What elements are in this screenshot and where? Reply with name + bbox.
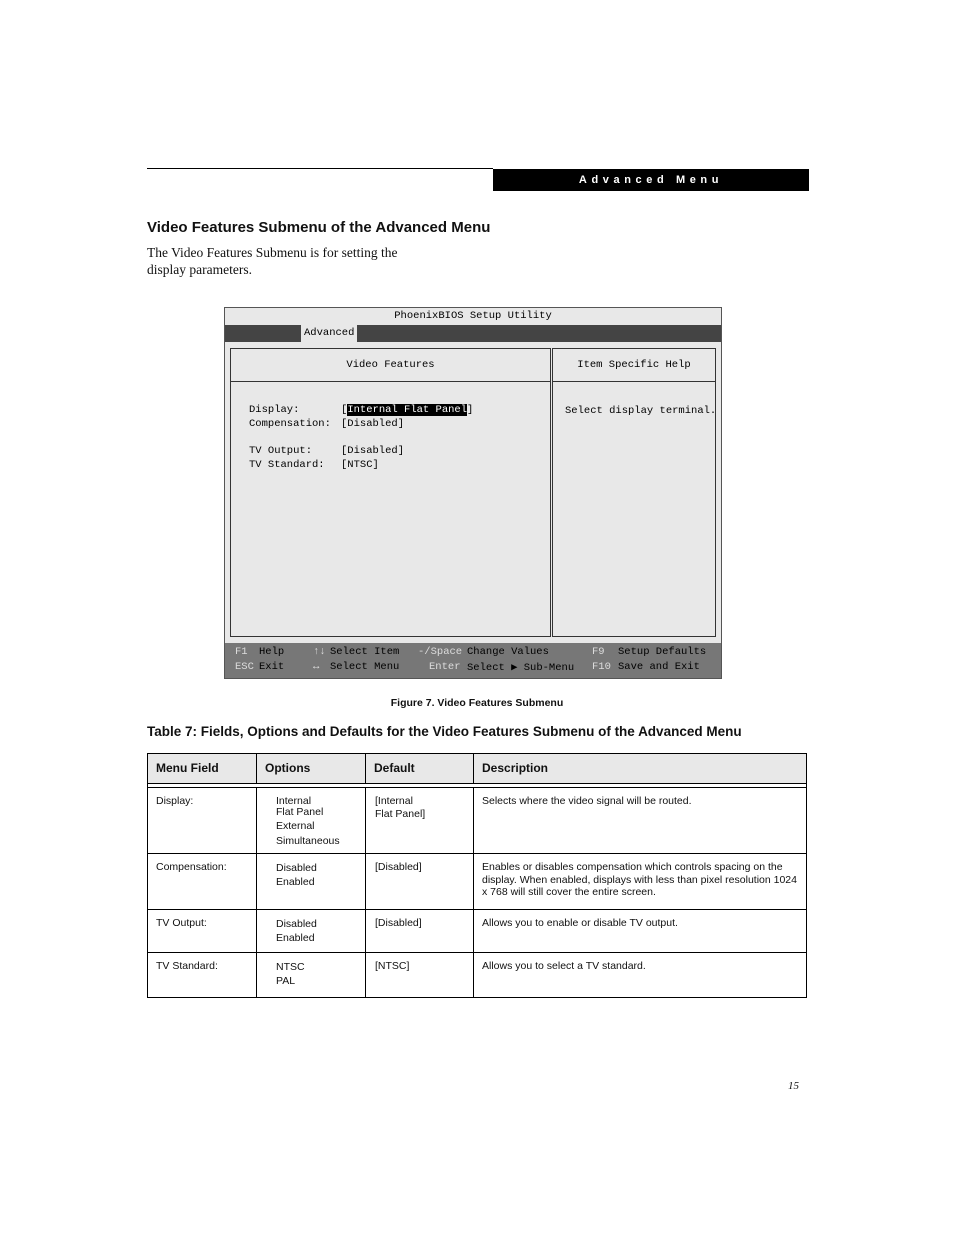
save-exit-label: Save and Exit [618,661,700,673]
setting-value: [NTSC] [341,459,379,471]
chapter-header-tab: Advanced Menu [493,169,809,191]
bracket-close: ] [467,404,474,416]
column-divider [256,788,257,853]
header-menu-field: Menu Field [156,761,219,775]
setting-tv-standard[interactable] [249,459,379,471]
setting-value: [Disabled] [341,445,405,457]
cell-field: TV Output: [156,917,207,929]
setting-display[interactable] [249,404,473,416]
option-item: PAL [276,975,296,987]
key-f1-label: Help [259,646,285,658]
column-divider [365,854,366,909]
option-item: Enabled [276,876,315,888]
option-item: Disabled [276,918,317,930]
table-row [148,854,806,910]
option-item: Simultaneous [276,834,340,847]
key-esc: ESC [235,661,254,673]
cell-description: Allows you to select a TV standard. [482,960,646,972]
default-line: Flat Panel] [375,807,426,820]
panel-title-video-features: Video Features [231,349,550,382]
item-help-panel [552,348,716,637]
figure-caption: Figure 7. Video Features Submenu [390,697,564,709]
option-item: Internal [276,795,312,807]
select-menu-label: Select Menu [330,661,400,673]
setting-label: Display: [249,404,300,416]
cell-field: Display: [156,795,194,807]
bios-tab-advanced[interactable]: Advanced [301,325,357,342]
header-options: Options [265,761,311,775]
cell-description: Selects where the video signal will be routed. [482,795,692,807]
option-item: Disabled [276,862,317,874]
key-f1: F1 [235,646,248,658]
option-item: Enabled [276,932,315,944]
column-divider [473,953,474,997]
setting-compensation[interactable] [249,418,404,430]
cell-options [276,854,362,909]
setup-defaults-label: Setup Defaults [618,646,707,658]
section-intro: The Video Features Submenu is for setting the display parameters. [147,245,398,277]
key-space: -/Space [418,646,463,658]
bios-menu-bar [225,325,721,342]
cell-field: Compensation: [156,861,227,873]
panel-title-item-help: Item Specific Help [553,349,715,382]
column-divider [365,953,366,997]
key-f9: F9 [592,646,605,658]
header-rule [147,168,493,169]
table-header-row [148,754,806,784]
cell-description: Enables or disables compensation which controls spacing on the display. When enabled, displays with less than pixel resolution 1024 x 768 will still cover the entire screen. [482,861,797,898]
column-divider [473,854,474,909]
default-line: [Internal [375,795,413,807]
bios-title: PhoenixBIOS Setup Utility [394,310,552,322]
key-enter: Enter [429,661,461,673]
column-divider [365,910,366,952]
column-divider [256,953,257,997]
default-line: [Disabled] [375,917,422,929]
option-item: NTSC [276,961,305,973]
default-line: [Disabled] [375,861,422,873]
bracket-open: [ [341,404,348,416]
cell-options [276,910,362,952]
cell-options [276,953,362,997]
help-text: Select display terminal. [565,405,717,417]
column-divider [473,910,474,952]
column-divider [473,754,474,783]
page-number: 15 [788,1080,799,1092]
table-row [148,910,806,953]
key-f10: F10 [592,661,611,673]
bios-screen-figure [224,307,722,679]
cell-field: TV Standard: [156,960,218,972]
cell-default [375,788,469,853]
setting-label: Compensation: [249,418,331,430]
header-default: Default [374,761,415,775]
table-row [148,953,806,997]
cell-description: Allows you to enable or disable TV output. [482,917,678,929]
key-esc-label: Exit [259,661,285,673]
column-divider [256,854,257,909]
options-table [147,753,807,998]
cell-default [375,953,469,997]
video-features-panel [230,348,551,637]
table-row [148,788,806,854]
header-description: Description [482,761,549,775]
table-title: Table 7: Fields, Options and Defaults for the Video Features Submenu of the Advanced Menu [147,724,742,739]
setting-label: TV Standard: [249,459,325,471]
default-line: [NTSC] [375,960,410,972]
column-divider [256,754,257,783]
setting-label: TV Output: [249,445,313,457]
cell-options [276,788,362,853]
section-title: Video Features Submenu of the Advanced Menu [147,219,491,236]
column-divider [256,910,257,952]
setting-value: [Disabled] [341,418,405,430]
option-item: Flat Panel [276,805,324,818]
option-item: External [276,820,315,832]
arrows-up-down-icon: ↑↓ [313,646,326,658]
change-values-label: Change Values [467,646,549,658]
select-submenu-label: Select ▶ Sub-Menu [467,662,575,674]
arrows-left-right-icon: ↔ [313,661,320,673]
bios-key-legend [225,643,721,678]
setting-tv-output[interactable] [249,445,404,457]
cell-default [375,854,469,909]
select-item-label: Select Item [330,646,400,658]
cell-default [375,910,469,952]
column-divider [365,754,366,783]
column-divider [473,788,474,853]
column-divider [365,788,366,853]
setting-value-selected: Internal Flat Panel [347,404,468,416]
